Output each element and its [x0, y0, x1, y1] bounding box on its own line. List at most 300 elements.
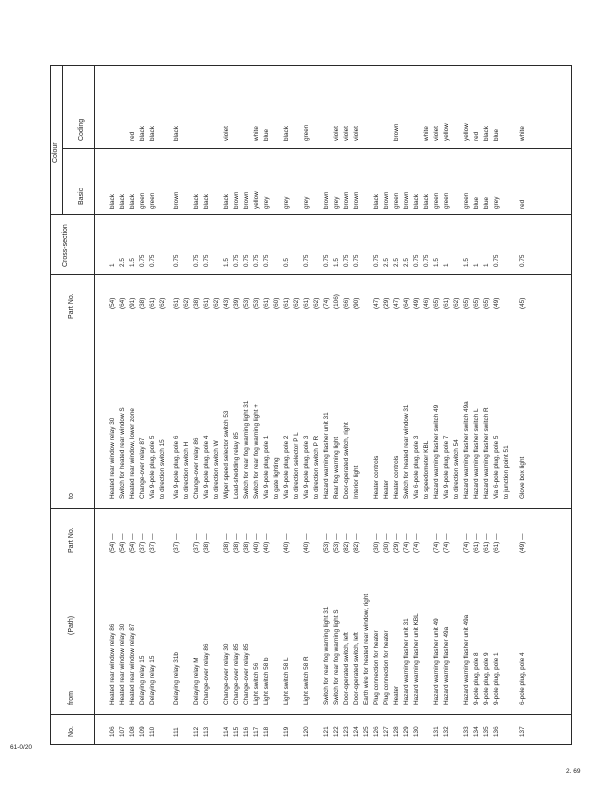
cell-no: 109 — [139, 726, 146, 737]
table-row — [332, 65, 342, 745]
cell-basic-colour: brown — [323, 191, 330, 209]
cell-basic-colour: brown — [383, 191, 390, 209]
cell-from: Hazard warning flasher unit KBL — [413, 613, 420, 705]
cell-from-part-no: (74) — — [443, 533, 450, 553]
table-body — [100, 65, 570, 745]
cell-from-part-no: (38) — — [223, 533, 230, 553]
cell-no: 115 — [233, 726, 240, 737]
cell-from: Hazard warning flasher 49a — [443, 626, 450, 705]
cell-cross-section: 0.75 — [323, 254, 330, 267]
cell-from-part-no: (74) — — [433, 533, 440, 553]
cell-no: 130 — [413, 726, 420, 737]
cell-coding-colour: red — [473, 131, 480, 141]
cell-to: Switch for rear fog warning light 31 — [243, 400, 250, 499]
cell-coding-colour: blue — [263, 128, 270, 141]
cell-from: Delaying relay 15 — [139, 655, 146, 705]
cell-from: Heated rear window relay 86 — [109, 623, 116, 705]
cell-from-part-no: (74) — — [413, 533, 420, 553]
cell-basic-colour: black — [373, 194, 380, 209]
cell-coding-colour: violet — [333, 126, 340, 141]
cell-no: 122 — [333, 726, 340, 737]
cell-no: 137 — [519, 726, 526, 737]
cell-to-part-no: (45) — [519, 297, 526, 309]
table-row — [472, 65, 482, 745]
cell-no: 111 — [173, 727, 180, 737]
cell-to: Via 6-pole plug, pole 5 — [493, 435, 500, 499]
cell-no: 129 — [403, 726, 410, 737]
table-row — [272, 65, 282, 745]
cell-coding-colour: yellow — [463, 123, 470, 141]
cell-no: 132 — [443, 726, 450, 737]
cell-from-part-no: (40) — — [303, 533, 310, 553]
table-row — [422, 65, 432, 745]
cell-to-part-no: (54) — [109, 297, 116, 309]
header-basic: Basic — [78, 187, 85, 205]
cell-coding-colour: violet — [433, 126, 440, 141]
cell-to-part-no: (91) — [129, 297, 136, 309]
table-row — [202, 65, 212, 745]
cell-from: Change-over relay 85 — [243, 643, 250, 705]
cell-cross-section: 0.75 — [149, 254, 156, 267]
cell-to: Interior light — [353, 465, 360, 499]
cell-cross-section: 2.5 — [403, 258, 410, 267]
table-row — [442, 65, 452, 745]
cell-basic-colour: black — [423, 194, 430, 209]
cell-no: 124 — [353, 726, 360, 737]
rule-colour — [62, 65, 63, 215]
cell-to-part-no: (65) — [463, 297, 470, 309]
cell-from: 9-pole plug, pole 8 — [473, 652, 480, 705]
cell-from: Delaying relay M — [193, 657, 200, 705]
cell-basic-colour: brown — [233, 191, 240, 209]
cell-to: Heated rear window relay 30 — [109, 417, 116, 499]
table-row — [518, 65, 528, 745]
table-row — [402, 65, 412, 745]
page-right-label: 2. 69 — [566, 768, 581, 775]
cell-to: to direction switch 54 — [453, 439, 460, 499]
cell-from-part-no: (61) — — [493, 533, 500, 553]
header-part-no-from: Part No. — [68, 527, 75, 553]
cell-to: Via 6-pole plug, pole 3 — [413, 435, 420, 499]
cell-to-part-no: (61) — [203, 297, 210, 309]
cell-basic-colour: black — [129, 194, 136, 209]
cell-to: Hazard warning flasher switch 49 — [433, 404, 440, 499]
header-part-no-to: Part No. — [68, 293, 75, 319]
cell-from: Plug connection for heater — [383, 630, 390, 705]
cell-from-part-no: (61) — — [483, 533, 490, 553]
cell-coding-colour: violet — [223, 126, 230, 141]
cell-from: 6-pole plug, pole 4 — [519, 652, 526, 705]
cell-to-part-no: (38) — [193, 297, 200, 309]
cell-from-part-no: (37) — — [139, 533, 146, 553]
table-row — [492, 65, 502, 745]
cell-to: Hazard warning flasher switch R — [483, 407, 490, 499]
table-row — [252, 65, 262, 745]
cell-no: 119 — [283, 726, 290, 737]
cell-basic-colour: grey — [493, 196, 500, 209]
cell-from: Door-operated switch, left — [343, 632, 350, 705]
cell-from-part-no: (54) — — [129, 533, 136, 553]
table-row — [432, 65, 442, 745]
cell-from-part-no: (37) — — [173, 533, 180, 553]
table-row — [452, 65, 462, 745]
cell-from-part-no: (37) — — [193, 533, 200, 553]
cell-from: Heater — [393, 685, 400, 705]
cell-to-part-no: (38) — [139, 297, 146, 309]
table-row — [138, 65, 148, 745]
cell-basic-colour: grey — [303, 196, 310, 209]
cell-from: Change-over relay 30 — [223, 643, 230, 705]
table-row — [382, 65, 392, 745]
cell-to-part-no: (60) — [273, 297, 280, 309]
table-row — [322, 65, 332, 745]
cell-cross-section: 1 — [473, 263, 480, 267]
cell-basic-colour: green — [443, 192, 450, 209]
cell-to-part-no: (29) — [383, 297, 390, 309]
cell-to: Hazard warning flasher switch 49a — [463, 401, 470, 499]
cell-from: Light switch 58 b — [263, 657, 270, 705]
cell-cross-section: 0.75 — [303, 254, 310, 267]
cell-cross-section: 0.75 — [173, 254, 180, 267]
page-left-label: 61-0/20 — [10, 744, 33, 751]
cell-coding-colour: black — [173, 126, 180, 141]
cell-no: 106 — [109, 726, 116, 737]
cell-basic-colour: green — [463, 192, 470, 209]
cell-cross-section: 1 — [443, 263, 450, 267]
cell-to-part-no: (62) — [293, 297, 300, 309]
table-row — [262, 65, 272, 745]
table-row — [148, 65, 158, 745]
table-row — [362, 65, 372, 745]
table-row — [118, 65, 128, 745]
cell-from-part-no: (40) — — [283, 533, 290, 553]
cell-cross-section: 0.75 — [139, 254, 146, 267]
cell-to-part-no: (62) — [313, 297, 320, 309]
cell-to: Door-operated switch, right — [343, 422, 350, 499]
cell-to-part-no: (61) — [173, 297, 180, 309]
cell-no: 133 — [463, 726, 470, 737]
cell-from: Light switch 58 R — [303, 656, 310, 705]
cell-to: Change-over relay 87 — [139, 437, 146, 499]
cell-coding-colour: red — [129, 131, 136, 141]
cell-coding-colour: black — [483, 126, 490, 141]
cell-to: Hazard warning flasher unit 31 — [323, 412, 330, 499]
table-row — [502, 65, 512, 745]
cell-to-part-no: (39) — [233, 297, 240, 309]
cell-to: Change-over relay 86 — [193, 437, 200, 499]
cell-no: 120 — [303, 726, 310, 737]
table-row — [212, 65, 222, 745]
cell-to-part-no: (47) — [373, 297, 380, 309]
cell-coding-colour: black — [283, 126, 290, 141]
table-row — [108, 65, 118, 745]
cell-to: to junction point 51 — [503, 445, 510, 499]
cell-to: Heater controls — [393, 455, 400, 499]
table-row — [392, 65, 402, 745]
cell-cross-section: 1 — [483, 263, 490, 267]
cell-basic-colour: grey — [263, 196, 270, 209]
cell-from-part-no: (54) — — [119, 533, 126, 553]
table-row — [232, 65, 242, 745]
cell-coding-colour: green — [303, 124, 310, 141]
cell-cross-section: 0.75 — [493, 254, 500, 267]
cell-to-part-no: (74) — [323, 297, 330, 309]
cell-to: Via 9-pole plug, pole 3 — [303, 435, 310, 499]
table-row — [128, 65, 138, 745]
cell-to-part-no: (46) — [423, 297, 430, 309]
cell-no: 135 — [483, 726, 490, 737]
cell-to-part-no: (49) — [493, 297, 500, 309]
cell-basic-colour: brown — [243, 191, 250, 209]
cell-from-part-no: (74) — — [403, 533, 410, 553]
cell-to-part-no: (47) — [393, 297, 400, 309]
cell-no: 126 — [373, 726, 380, 737]
cell-no: 110 — [149, 726, 156, 737]
cell-from-part-no: (61) — — [473, 533, 480, 553]
cell-coding-colour: brown — [393, 123, 400, 141]
cell-from-part-no: (40) — — [253, 533, 260, 553]
cell-from: 9-pole plug, pole 9 — [483, 652, 490, 705]
cell-to: Via 9-pole plug, pole 1 — [263, 435, 270, 499]
cell-to-part-no: (53) — [243, 297, 250, 309]
cell-from-part-no: (82) — — [353, 533, 360, 553]
cell-from: Change-over relay 86 — [203, 643, 210, 705]
cell-to-part-no: (49) — [413, 297, 420, 309]
cell-to: Wiper speed selector switch 53 — [223, 410, 230, 499]
cell-from: Switch for rear fog warning light 31 — [323, 606, 330, 705]
cell-from-part-no: (37) — — [149, 533, 156, 553]
cell-to-part-no: (106) — [333, 294, 340, 309]
cell-to: to direction switch W — [213, 440, 220, 499]
cell-from: Hazard warning flasher unit 31 — [403, 618, 410, 705]
cell-to: Switch for heated rear window 31 — [403, 404, 410, 499]
table-row — [412, 65, 422, 745]
cell-basic-colour: brown — [403, 191, 410, 209]
cell-basic-colour: grey — [333, 196, 340, 209]
cell-cross-section: 0.75 — [519, 254, 526, 267]
cell-to-part-no: (64) — [119, 297, 126, 309]
cell-to-part-no: (62) — [159, 297, 166, 309]
cell-cross-section: 0.75 — [373, 254, 380, 267]
cell-cross-section: 1.5 — [433, 258, 440, 267]
cell-cross-section: 0.75 — [243, 254, 250, 267]
cell-to-part-no: (66) — [343, 297, 350, 309]
table-row — [282, 65, 292, 745]
cell-from-part-no: (30) — — [373, 533, 380, 553]
table-row — [172, 65, 182, 745]
table-row — [222, 65, 232, 745]
cell-cross-section: 2.5 — [393, 258, 400, 267]
cell-to: Switch for rear fog warning light + — [253, 403, 260, 499]
cell-from-part-no: (38) — — [243, 533, 250, 553]
cell-to: Heater controls — [373, 455, 380, 499]
cell-cross-section: 2.5 — [383, 258, 390, 267]
cell-coding-colour: white — [519, 126, 526, 141]
cell-from: Change-over relay 85 — [233, 643, 240, 705]
cell-to: to direction selector P L — [293, 432, 300, 499]
cell-to: to direction switch P R — [313, 435, 320, 499]
cell-basic-colour: black — [413, 194, 420, 209]
cell-from: Heated rear window relay 87 — [129, 623, 136, 705]
cell-to: Switch for heated rear window S — [119, 407, 126, 499]
cell-to: to direction switch H — [183, 441, 190, 499]
cell-cross-section: 0.75 — [353, 254, 360, 267]
cell-from-part-no: (38) — — [203, 533, 210, 553]
cell-cross-section: 2.5 — [119, 258, 126, 267]
cell-to-part-no: (62) — [453, 297, 460, 309]
cell-from-part-no: (53) — — [323, 533, 330, 553]
cell-no: 117 — [253, 726, 260, 737]
cell-no: 113 — [203, 726, 210, 737]
cell-to: to speedometer KBL — [423, 440, 430, 499]
cell-cross-section: 1.5 — [463, 258, 470, 267]
cell-to-part-no: (53) — [253, 297, 260, 309]
table-row — [312, 65, 322, 745]
table-row — [342, 65, 352, 745]
cell-cross-section: 0.75 — [343, 254, 350, 267]
cell-to-part-no: (43) — [223, 297, 230, 309]
rule-bottom — [571, 65, 572, 745]
cell-to-part-no: (65) — [483, 297, 490, 309]
cell-cross-section: 1.5 — [333, 258, 340, 267]
cell-cross-section: 1.5 — [223, 258, 230, 267]
cell-no: 131 — [433, 726, 440, 737]
cell-no: 121 — [323, 726, 330, 737]
cell-cross-section: 0.75 — [263, 254, 270, 267]
cell-basic-colour: green — [433, 192, 440, 209]
table-row — [292, 65, 302, 745]
cell-to-part-no: (61) — [303, 297, 310, 309]
cell-to: Via 9-pole plug, pole 6 — [173, 435, 180, 499]
cell-basic-colour: yellow — [253, 191, 260, 209]
cell-to-part-no: (64) — [403, 297, 410, 309]
table-row — [242, 65, 252, 745]
cell-to-part-no: (61) — [283, 297, 290, 309]
cell-no: 108 — [129, 726, 136, 737]
cell-from-part-no: (53) — — [333, 533, 340, 553]
cell-to: Via 9-pole plug, pole 2 — [283, 435, 290, 499]
header-coding: Coding — [78, 118, 85, 141]
cell-to-part-no: (65) — [473, 297, 480, 309]
cell-no: 123 — [343, 726, 350, 737]
cell-basic-colour: red — [519, 199, 526, 209]
cell-from: Delaying relay 31b — [173, 652, 180, 705]
cell-to-part-no: (61) — [149, 297, 156, 309]
cell-no: 107 — [119, 726, 126, 737]
cell-no: 114 — [223, 726, 230, 737]
cell-from-part-no: (30) — — [383, 533, 390, 553]
cell-coding-colour: white — [423, 126, 430, 141]
cell-to-part-no: (62) — [213, 297, 220, 309]
cell-basic-colour: brown — [353, 191, 360, 209]
cell-to: Via 9-pole plug, pole 4 — [203, 435, 210, 499]
cell-no: 125 — [363, 726, 370, 737]
cell-from: 9-pole plug, pole 1 — [493, 652, 500, 705]
cell-no: 134 — [473, 726, 480, 737]
cell-basic-colour: grey — [283, 196, 290, 209]
header-colour: Colour — [52, 142, 59, 163]
rule-top — [50, 65, 51, 745]
header-from: from — [68, 691, 75, 705]
cell-from: Delaying relay 15 — [149, 655, 156, 705]
cell-cross-section: 0.75 — [233, 254, 240, 267]
cell-from: Plug connection for heater — [373, 630, 380, 705]
cell-from-part-no: (38) — — [233, 533, 240, 553]
cell-to: Hazard warning flasher switch L — [473, 408, 480, 499]
table-row — [302, 65, 312, 745]
cell-to: Rear fog warning light — [333, 436, 340, 499]
table-row — [462, 65, 472, 745]
cell-basic-colour: blue — [473, 196, 480, 209]
cell-basic-colour: green — [393, 192, 400, 209]
cell-to: Heated rear window, lower zone — [129, 408, 136, 499]
cell-to: Glove box light — [519, 456, 526, 499]
cell-no: 128 — [393, 726, 400, 737]
cell-basic-colour: black — [223, 194, 230, 209]
cell-coding-colour: black — [139, 126, 146, 141]
cell-to: Via 9-pole plug, pole 5 — [149, 435, 156, 499]
cell-to-part-no: (61) — [443, 297, 450, 309]
cell-coding-colour: white — [253, 126, 260, 141]
cell-from: Hazard warning flasher unit 49a — [463, 614, 470, 705]
cell-from-part-no: (49) — — [519, 533, 526, 553]
cell-from-part-no: (29) — — [393, 533, 400, 553]
cell-no: 116 — [243, 726, 250, 737]
cell-cross-section: 0.75 — [423, 254, 430, 267]
cell-to: Load-shedding relay 85 — [233, 432, 240, 499]
cell-coding-colour: violet — [353, 126, 360, 141]
cell-cross-section: 0.75 — [193, 254, 200, 267]
cell-cross-section: 0.75 — [203, 254, 210, 267]
cell-basic-colour: black — [193, 194, 200, 209]
table-row — [352, 65, 362, 745]
cell-from: Door-operated switch, left — [353, 632, 360, 705]
cell-coding-colour: black — [149, 126, 156, 141]
cell-basic-colour: black — [203, 194, 210, 209]
cell-coding-colour: yellow — [443, 123, 450, 141]
cell-coding-colour: violet — [343, 126, 350, 141]
cell-cross-section: 0.75 — [413, 254, 420, 267]
cell-from: Heated rear window relay 30 — [119, 623, 126, 705]
cell-cross-section: 1 — [109, 263, 116, 267]
cell-to: to direction switch 15 — [159, 439, 166, 499]
table-row — [482, 65, 492, 745]
cell-from: Switch for rear fog warning light S — [333, 609, 340, 705]
header-no: No. — [68, 726, 75, 737]
cell-basic-colour: brown — [173, 191, 180, 209]
table-row — [182, 65, 192, 745]
cell-basic-colour: green — [139, 192, 146, 209]
cell-no: 136 — [493, 726, 500, 737]
cell-to-part-no: (62) — [183, 297, 190, 309]
cell-from-part-no: (82) — — [343, 533, 350, 553]
header-cross-section: Cross-section — [62, 224, 69, 267]
cell-to: Via 9-pole plug, pole 7 — [443, 435, 450, 499]
cell-to: Heater — [383, 479, 390, 499]
cell-cross-section: 0.5 — [283, 258, 290, 267]
cell-basic-colour: black — [109, 194, 116, 209]
cell-basic-colour: black — [119, 194, 126, 209]
rule-header-bottom — [94, 65, 95, 745]
cell-to-part-no: (65) — [433, 297, 440, 309]
table-row — [192, 65, 202, 745]
cell-coding-colour: blue — [493, 128, 500, 141]
cell-basic-colour: blue — [483, 196, 490, 209]
cell-from: Light switch 58 L — [283, 657, 290, 705]
cell-no: 118 — [263, 726, 270, 737]
cell-from-part-no: (54) — — [109, 533, 116, 553]
cell-cross-section: 1.5 — [129, 258, 136, 267]
